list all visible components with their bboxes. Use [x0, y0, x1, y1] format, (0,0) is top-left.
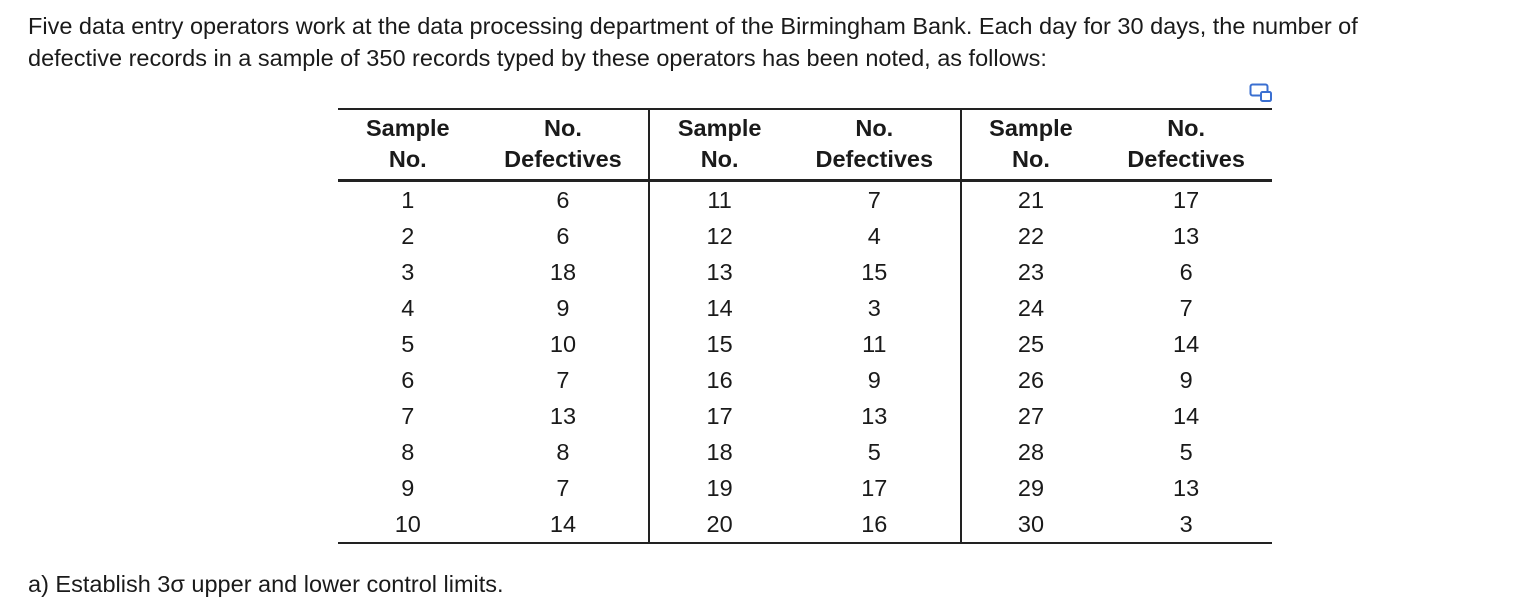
- defectives-cell: 6: [478, 218, 650, 254]
- header-sample-no-3: Sample No.: [961, 109, 1101, 181]
- sample-no-cell: 7: [401, 403, 415, 429]
- defectives-cell: 6: [1179, 259, 1193, 285]
- sample-no-cell: 10: [394, 511, 421, 537]
- sample-no-cell: 6: [401, 367, 415, 393]
- table-row: [338, 434, 1272, 470]
- sample-no-cell: 25: [1017, 331, 1045, 357]
- sample-no-cell: 2: [401, 223, 415, 249]
- table-row: [338, 398, 1272, 434]
- defectives-cell: 13: [478, 398, 650, 434]
- defectives-cell: 14: [478, 506, 650, 543]
- table-row: [338, 290, 1272, 326]
- defectives-cell: 7: [1179, 295, 1193, 321]
- table-row: [338, 362, 1272, 398]
- sample-no-cell: 14: [706, 295, 733, 321]
- sample-no-cell: 19: [706, 475, 733, 501]
- defectives-cell: 17: [789, 470, 961, 506]
- sample-no-cell: 17: [706, 403, 733, 429]
- sample-no-cell: 16: [706, 367, 733, 393]
- defectives-cell: 15: [789, 254, 961, 290]
- sample-no-cell: 28: [1017, 439, 1045, 465]
- header-no-defectives-1: No. Defectives: [478, 109, 650, 181]
- sample-no-cell: 29: [1017, 475, 1045, 501]
- defectives-cell: 7: [478, 470, 650, 506]
- copy-icon-glyph: [1249, 83, 1273, 103]
- table-row: [338, 181, 1272, 219]
- problem-statement-line-1: Five data entry operators work at the data processing department of the Birmingham Bank. Each day for 30 days, the number of: [28, 13, 1358, 39]
- defectives-cell: 13: [789, 398, 961, 434]
- header-no-defectives-3: No. Defectives: [1100, 109, 1272, 181]
- header-no-defectives-2: No. Defectives: [789, 109, 961, 181]
- sample-no-cell: 24: [1017, 295, 1045, 321]
- defectives-cell: 5: [789, 434, 961, 470]
- sample-no-cell: 9: [401, 475, 415, 501]
- sample-no-cell: 15: [706, 331, 733, 357]
- defectives-cell: 11: [789, 326, 961, 362]
- defectives-cell: 5: [1179, 439, 1193, 465]
- sample-no-cell: 27: [1017, 403, 1045, 429]
- sample-no-cell: 5: [401, 331, 415, 357]
- sample-no-cell: 3: [401, 259, 415, 285]
- sample-no-cell: 4: [401, 295, 415, 321]
- defectives-cell: 4: [789, 218, 961, 254]
- defectives-table: [338, 108, 1272, 544]
- defectives-cell: 13: [1173, 223, 1200, 249]
- problem-statement: [28, 10, 1508, 74]
- defectives-cell: 10: [478, 326, 650, 362]
- defectives-cell: 9: [478, 290, 650, 326]
- sample-no-cell: 20: [706, 511, 733, 537]
- table-row: [338, 470, 1272, 506]
- problem-statement-line-2: defective records in a sample of 350 records typed by these operators has been noted, as follows:: [28, 45, 1047, 71]
- defectives-cell: 8: [478, 434, 650, 470]
- defectives-cell: 6: [478, 181, 650, 219]
- defectives-cell: 13: [1173, 475, 1200, 501]
- defectives-cell: 3: [1179, 511, 1193, 537]
- defectives-cell: 16: [789, 506, 961, 543]
- sample-no-cell: 13: [706, 259, 733, 285]
- table-row: [338, 218, 1272, 254]
- table-row: [338, 506, 1272, 543]
- sample-no-cell: 1: [401, 187, 415, 213]
- sample-no-cell: 30: [1017, 511, 1045, 537]
- sample-no-cell: 8: [401, 439, 415, 465]
- copy-icon[interactable]: [1249, 83, 1273, 103]
- defectives-cell: 3: [789, 290, 961, 326]
- sample-no-cell: 11: [707, 187, 732, 213]
- defectives-cell: 14: [1173, 331, 1200, 357]
- sample-no-cell: 26: [1017, 367, 1045, 393]
- table-row: [338, 254, 1272, 290]
- defectives-cell: 18: [478, 254, 650, 290]
- defectives-cell: 14: [1173, 403, 1200, 429]
- sample-no-cell: 18: [706, 439, 733, 465]
- header-sample-no-2: Sample No.: [649, 109, 789, 181]
- table-row: [338, 326, 1272, 362]
- defectives-cell: 9: [1179, 367, 1193, 393]
- sample-no-cell: 22: [1017, 223, 1045, 249]
- sample-no-cell: 21: [1017, 187, 1045, 213]
- question-a: a) Establish 3σ upper and lower control limits.: [28, 571, 504, 597]
- sample-no-cell: 23: [1017, 259, 1045, 285]
- sample-no-cell: 12: [706, 223, 733, 249]
- defectives-cell: 17: [1173, 187, 1200, 213]
- defectives-cell: 7: [789, 181, 961, 219]
- table-header-row: [338, 109, 1272, 181]
- header-sample-no-1: Sample No.: [338, 109, 478, 181]
- defectives-cell: 9: [789, 362, 961, 398]
- defectives-cell: 7: [478, 362, 650, 398]
